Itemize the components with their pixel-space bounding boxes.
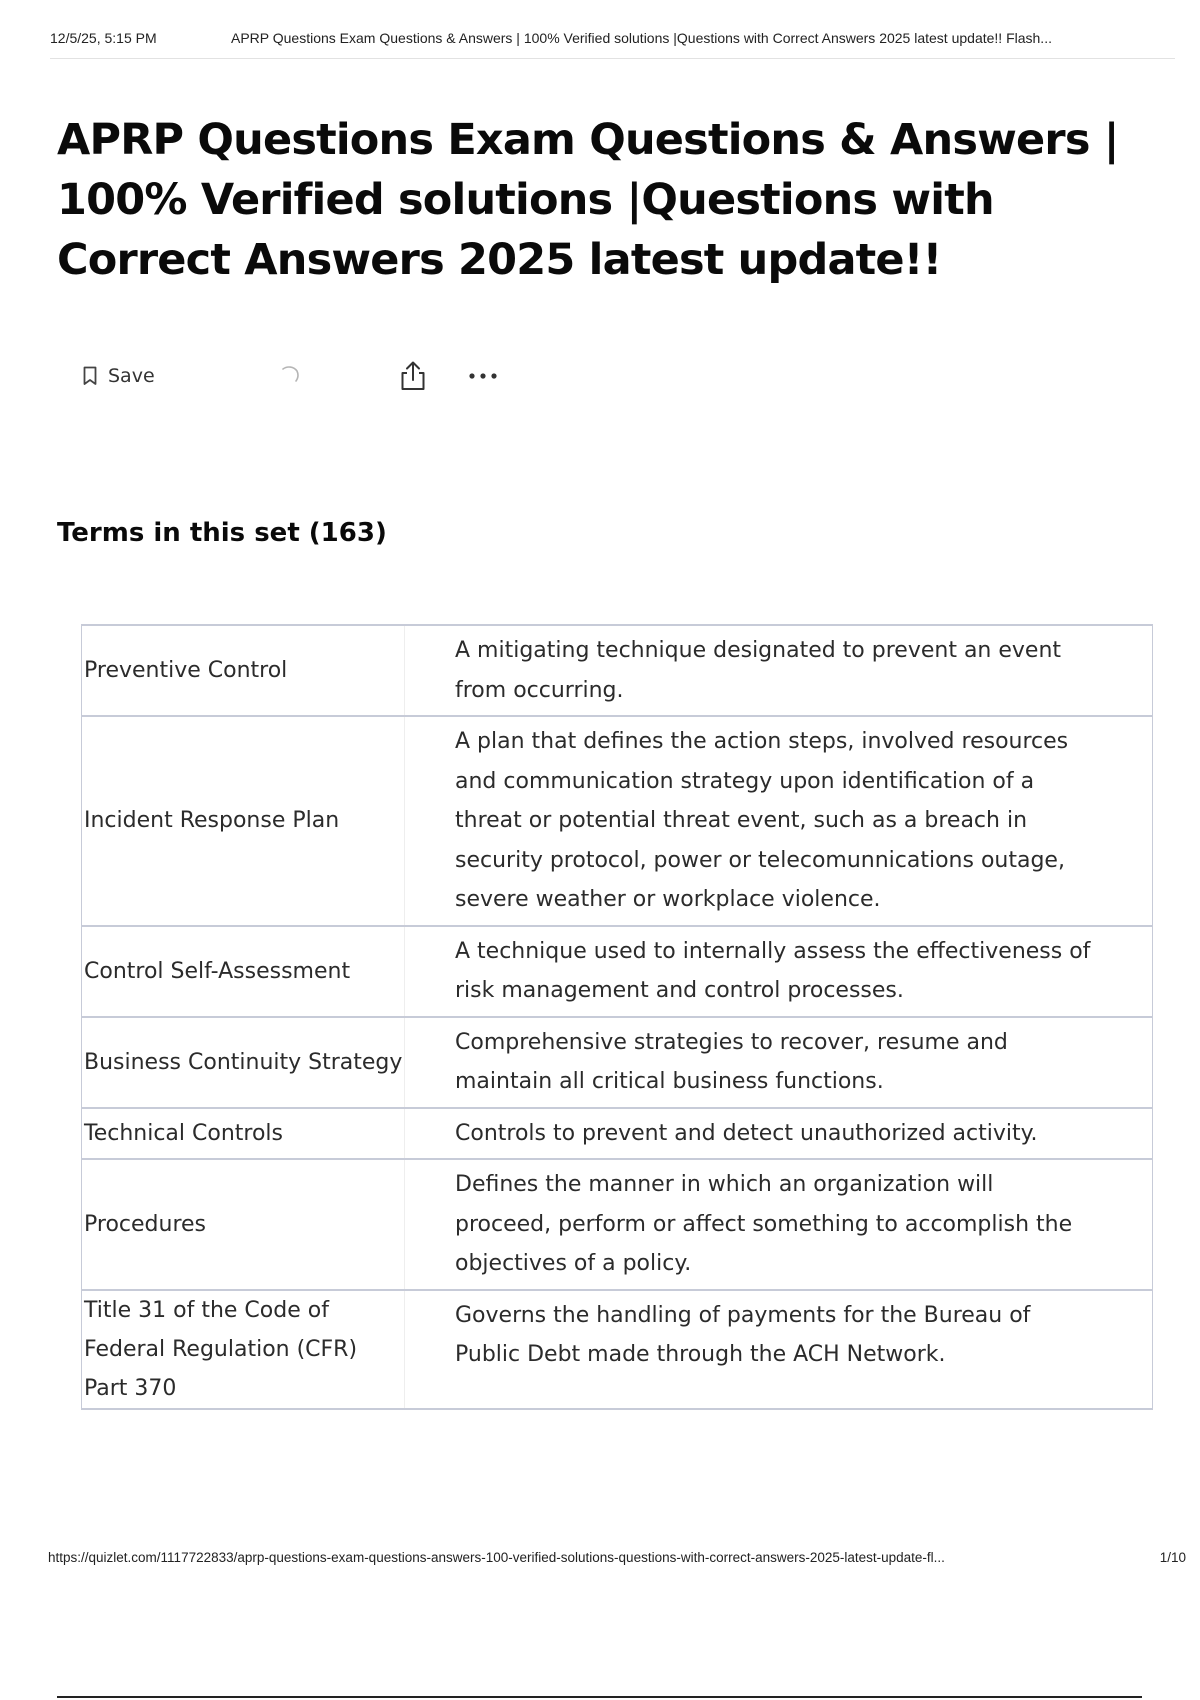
- print-document-title: APRP Questions Exam Questions & Answers | 100% Verified solutions |Questions with Correct Answers 2025 latest update!! Flash...: [231, 30, 1052, 46]
- term-row: [82, 1017, 1153, 1108]
- action-bar: [82, 360, 522, 392]
- definition-cell: Controls to prevent and detect unauthorized activity.: [405, 1108, 1153, 1160]
- definition-cell: A plan that defines the action steps, involved resources and communication strategy upon identification of a threat or potential threat event, such as a breach in security protocol, power or telecomunnications outage, severe weather or workplace violence.: [405, 716, 1153, 926]
- term-row: [82, 1290, 1153, 1409]
- term-row: [82, 1159, 1153, 1290]
- definition-cell: Governs the handling of payments for the Bureau of Public Debt made through the ACH Network.: [405, 1290, 1153, 1409]
- definition-cell: A technique used to internally assess the effectiveness of risk management and control processes.: [405, 926, 1153, 1017]
- term-cell: Technical Controls: [82, 1108, 405, 1160]
- page-number: 1/10: [1159, 1550, 1186, 1565]
- definition-cell: A mitigating technique designated to prevent an event from occurring.: [405, 625, 1153, 716]
- term-cell: Control Self-Assessment: [82, 926, 405, 1017]
- page-divider: [57, 1696, 1142, 1698]
- term-cell: Title 31 of the Code of Federal Regulation (CFR) Part 370: [82, 1290, 405, 1409]
- save-label: Save: [108, 365, 155, 387]
- loading-spinner-icon: [277, 363, 303, 394]
- print-url: https://quizlet.com/1117722833/aprp-questions-exam-questions-answers-100-verified-solutions-questions-with-correct-answers-2025-latest-update-fl...: [48, 1550, 945, 1565]
- more-options-icon[interactable]: [467, 360, 501, 397]
- page-title: APRP Questions Exam Questions & Answers | 100% Verified solutions |Questions with Correct Answers 2025 latest update!!: [57, 115, 1119, 285]
- bookmark-icon: [82, 366, 98, 386]
- definition-cell: Comprehensive strategies to recover, resume and maintain all critical business functions.: [405, 1017, 1153, 1108]
- share-icon[interactable]: [398, 360, 428, 397]
- terms-section-title: Terms in this set (163): [57, 518, 387, 548]
- print-footer: [48, 1550, 1186, 1572]
- term-cell: Procedures: [82, 1159, 405, 1290]
- term-row: [82, 1108, 1153, 1160]
- term-row: [82, 716, 1153, 926]
- save-button[interactable]: [82, 360, 155, 392]
- term-row: [82, 926, 1153, 1017]
- print-date: 12/5/25, 5:15 PM: [50, 30, 157, 46]
- definition-cell: Defines the manner in which an organization will proceed, perform or affect something to accomplish the objectives of a policy.: [405, 1159, 1153, 1290]
- print-header: [50, 30, 1175, 59]
- term-cell: Business Continuity Strategy: [82, 1017, 405, 1108]
- term-row: [82, 625, 1153, 716]
- term-cell: Incident Response Plan: [82, 716, 405, 926]
- term-cell: Preventive Control: [82, 625, 405, 716]
- terms-table: [81, 624, 1153, 1410]
